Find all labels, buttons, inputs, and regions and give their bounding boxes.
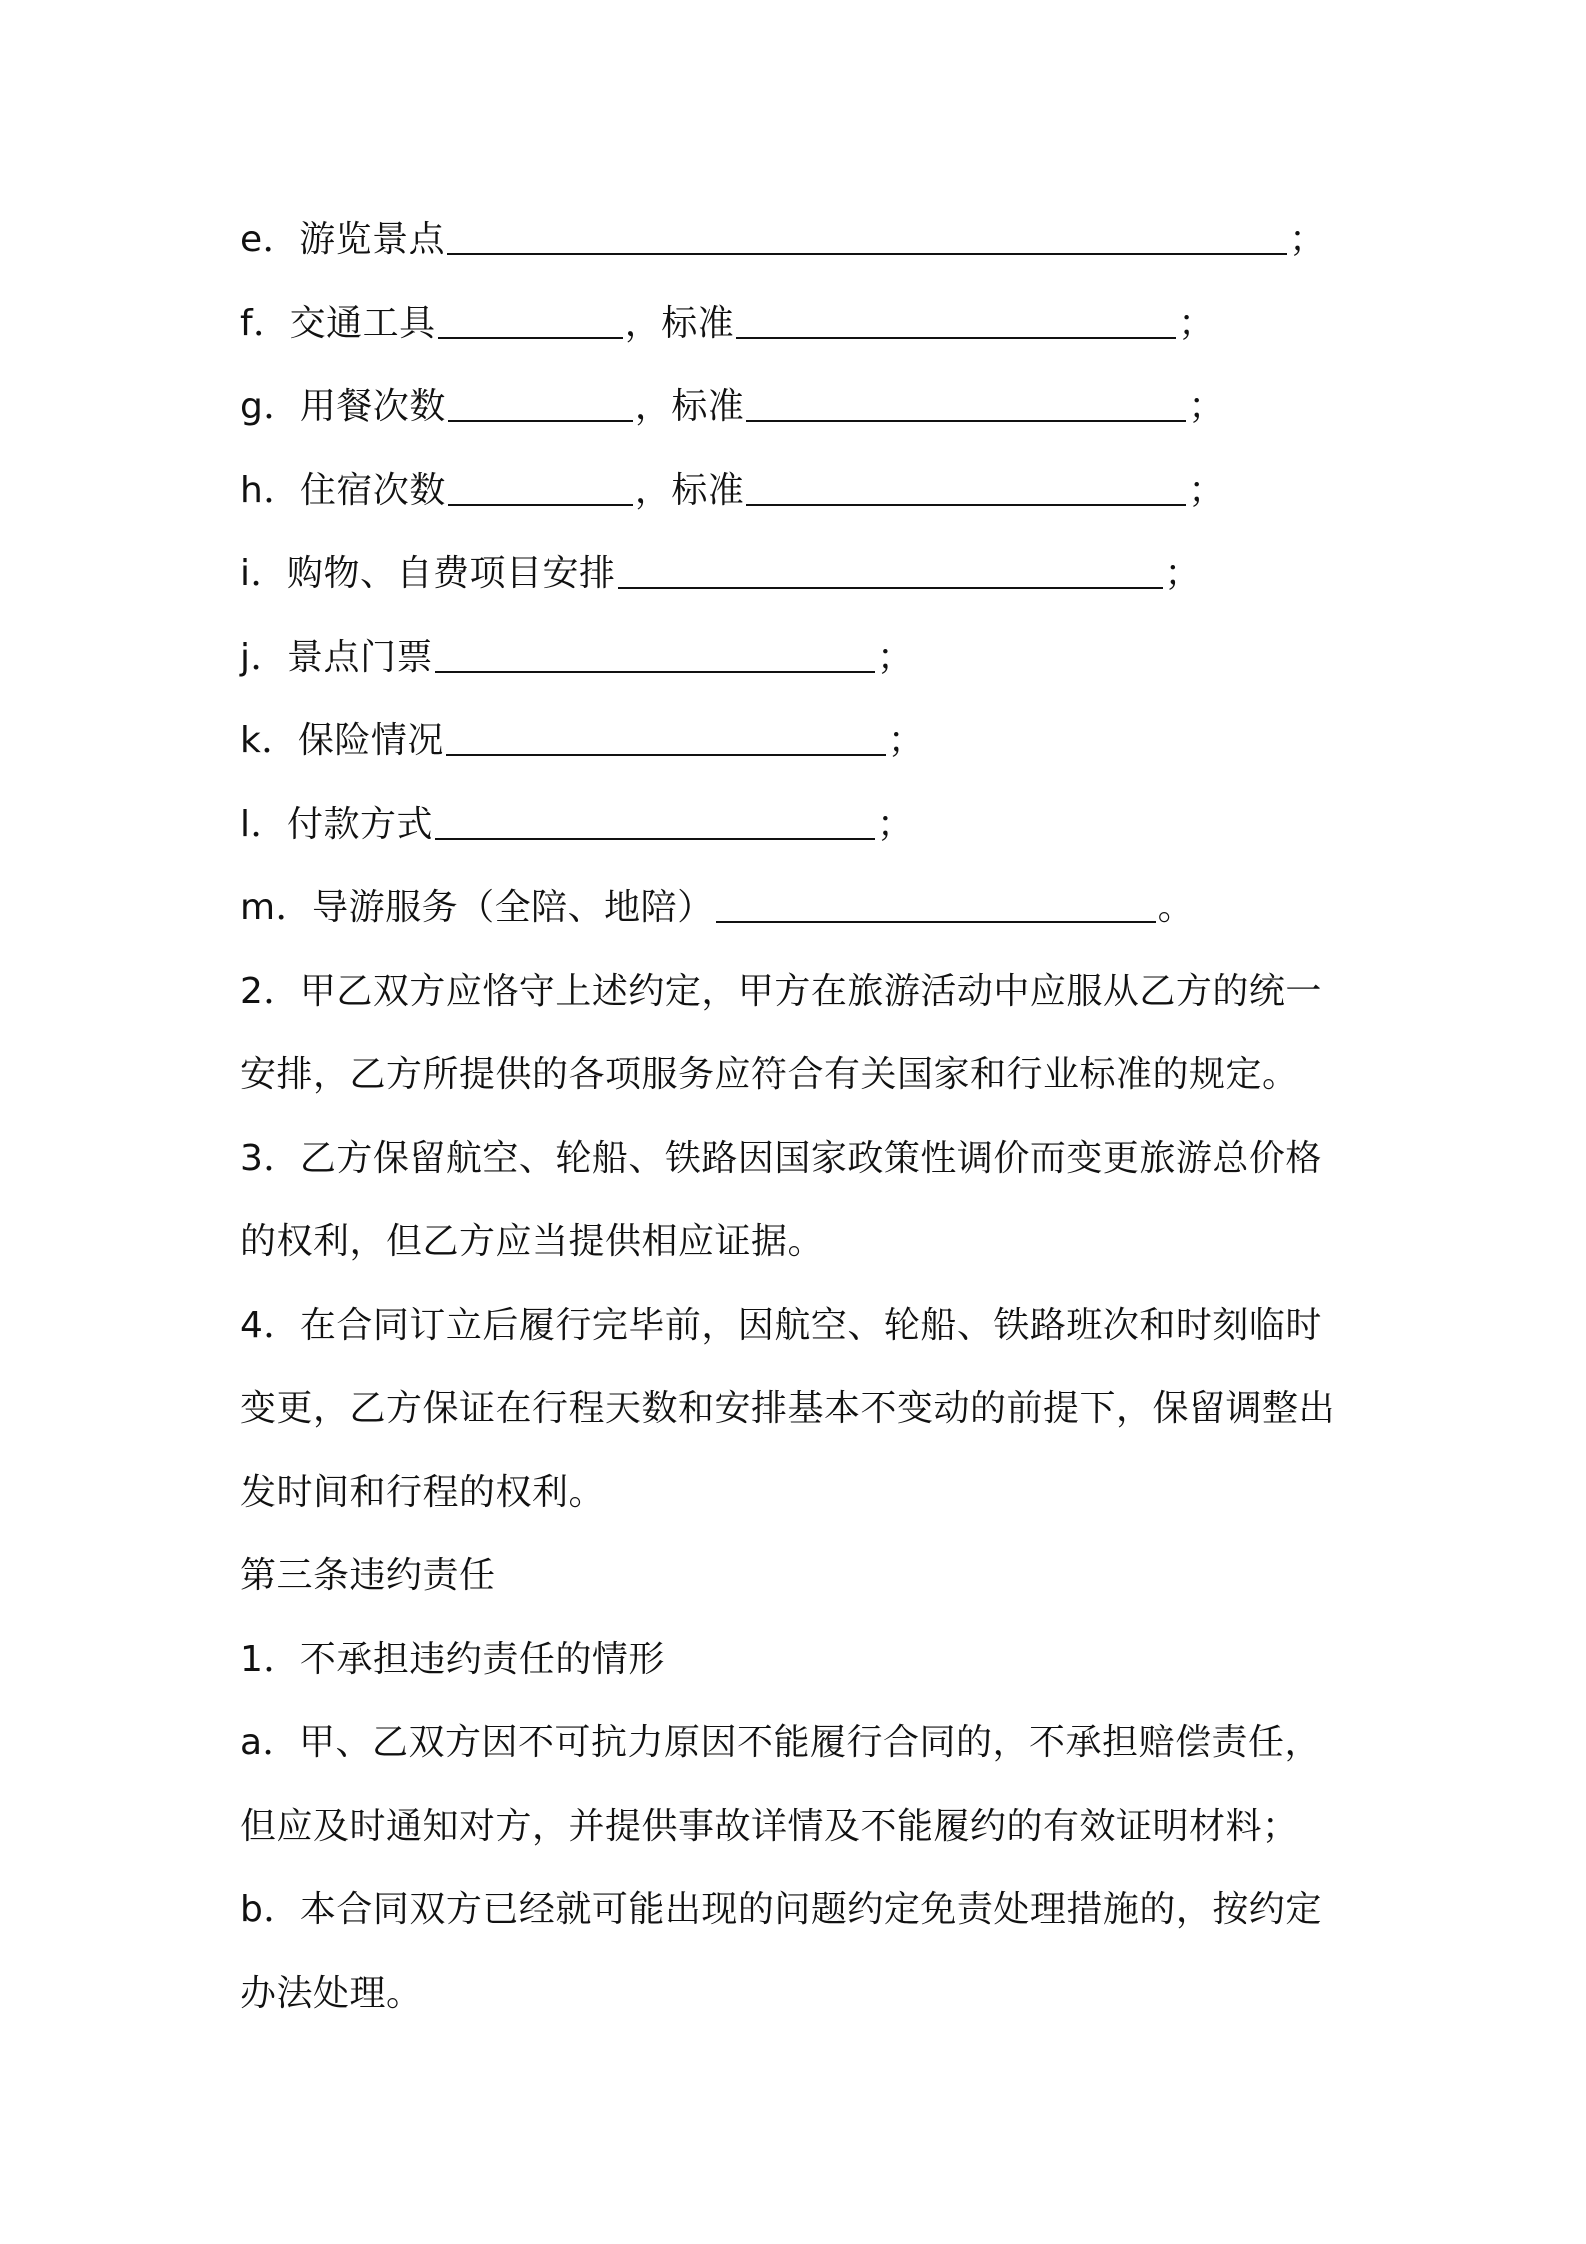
section-heading: 第三条违约责任 (240, 1555, 496, 1596)
item-label: k．保险情况 (240, 720, 444, 761)
item-e (240, 198, 1360, 282)
item-label: i．购物、自费项目安排 (240, 553, 616, 594)
subsection-heading: 1．不承担违约责任的情形 (240, 1638, 665, 1680)
fill-blank (746, 468, 1186, 506)
item-i (240, 532, 1360, 616)
item-k (240, 699, 1360, 783)
clause-a-line-1: a．甲、乙双方因不可抗力原因不能履行合同的，不承担赔偿责任， (240, 1722, 1322, 1763)
fill-blank (435, 802, 875, 840)
item-punct: ； (1289, 219, 1326, 260)
item-sub-label: ，标准 (624, 302, 735, 344)
item-label: h．住宿次数 (240, 469, 446, 511)
fill-blank (447, 217, 1287, 255)
fill-blank (746, 384, 1186, 422)
clause-b-line-2: 办法处理。 (240, 1972, 423, 2014)
clause-b-line-1: b．本合同双方已经就可能出现的问题约定免责处理措施的，按约定 (240, 1889, 1322, 1930)
item-label: g．用餐次数 (240, 386, 446, 427)
item-sub-label: ，标准 (634, 386, 745, 427)
fill-blank (435, 635, 875, 673)
fill-blank (716, 885, 1156, 923)
item-punct: ； (877, 636, 914, 678)
clause-2-line-1: 2．甲乙双方应恪守上述约定，甲方在旅游活动中应服从乙方的统一 (240, 970, 1322, 1012)
item-m (240, 866, 1360, 950)
clause-4-line-1: 4．在合同订立后履行完毕前，因航空、轮船、铁路班次和时刻临时 (240, 1304, 1322, 1346)
clause-a-line-2: 但应及时通知对方，并提供事故详情及不能履约的有效证明材料； (240, 1805, 1299, 1847)
item-punct: ； (877, 803, 914, 845)
item-g (240, 365, 1360, 449)
item-punct: ； (1188, 386, 1225, 427)
item-label: m．导游服务（全陪、地陪） (240, 887, 714, 928)
item-punct: 。 (1157, 887, 1195, 928)
item-f (240, 282, 1360, 366)
item-punct: ； (1164, 553, 1202, 594)
item-punct: ； (887, 720, 925, 761)
item-label: j．景点门票 (240, 636, 434, 678)
clause-3-line-2: 的权利，但乙方应当提供相应证据。 (240, 1221, 825, 1262)
fill-blank (448, 384, 633, 422)
fill-blank (446, 718, 886, 756)
fill-blank (618, 551, 1163, 589)
item-punct: ； (1178, 302, 1215, 344)
item-l (240, 783, 1360, 867)
document-body (240, 198, 1360, 2035)
item-label: e．游览景点 (240, 219, 446, 260)
item-j (240, 616, 1360, 700)
item-label: l．付款方式 (240, 803, 434, 845)
clause-4-line-3: 发时间和行程的权利。 (240, 1471, 606, 1513)
item-h (240, 449, 1360, 533)
item-sub-label: ，标准 (634, 469, 745, 511)
item-label: f．交通工具 (240, 302, 436, 344)
fill-blank (438, 301, 623, 339)
fill-blank (448, 468, 633, 506)
clause-3-line-1: 3．乙方保留航空、轮船、铁路因国家政策性调价而变更旅游总价格 (240, 1137, 1322, 1179)
item-punct: ； (1188, 469, 1225, 511)
clause-2-line-2: 安排，乙方所提供的各项服务应符合有关国家和行业标准的规定。 (240, 1054, 1299, 1095)
fill-blank (736, 301, 1176, 339)
clause-4-line-2: 变更，乙方保证在行程天数和安排基本不变动的前提下，保留调整出 (240, 1388, 1336, 1429)
